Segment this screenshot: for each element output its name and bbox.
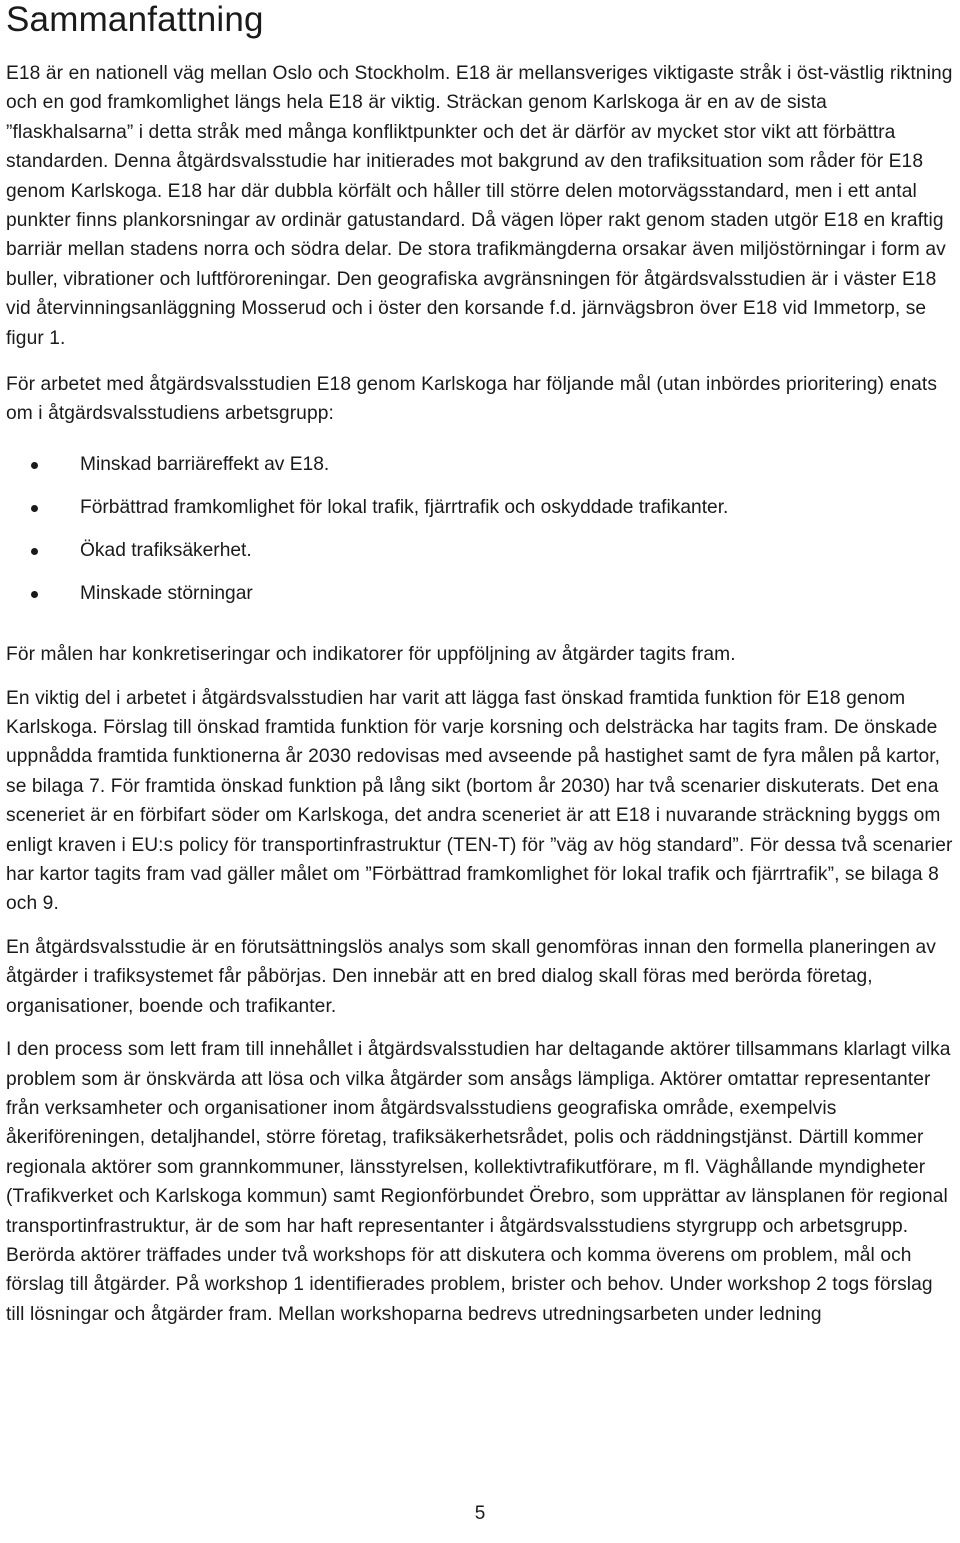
page-number: 5 [474, 1503, 486, 1524]
goal-text: Ökad trafiksäkerhet. [80, 539, 252, 561]
bullet-icon [31, 548, 38, 555]
goal-text: Förbättrad framkomlighet för lokal trafik, fjärrtrafik och oskyddade trafikanter. [80, 496, 729, 518]
bullet-icon [31, 505, 38, 512]
process-paragraph: I den process som lett fram till innehållet i åtgärdsvalsstudien har deltagande aktörer tillsammans klarlagt vilka problem som är önskvärda att lösa och vilka åtgärder som ansågs lämpliga. Aktörer omtattar representanter från verksamheter och organisationer inom åtgärdsvalsstudiens geografiska område, exempelvis åkeriföreningen, detaljhandel, större företag, trafiksäkerhetsrådet, polis och räddningstjänst. Därtill kommer regionala aktörer som grannkommuner, länsstyrelsen, kollektivtrafikutförare, m fl. Väghållande myndigheter (Trafikverket och Karlskoga kommun) samt Regionförbundet Örebro, som upprättar av länsplanen för regional transportinfrastruktur, är de som har haft representanter i åtgärdsvalsstudiens styrgrupp och arbetsgrupp. Berörda aktörer träffades under två workshops för att diskutera och komma överens om problem, mål och förslag till åtgärder. På workshop 1 identifierades problem, brister och behov. Under workshop 2 togs förslag till lösningar och åtgärder fram. Mellan workshoparna bedrevs utredningsarbeten under ledning [6, 1039, 951, 1325]
goal-text: Minskad barriäreffekt av E18. [80, 453, 330, 475]
goals-intro-paragraph: För arbetet med åtgärdsvalsstudien E18 genom Karlskoga har följande mål (utan inbördes prioritering) enats om i åtgärdsvalsstudiens arbetsgrupp: [6, 374, 938, 425]
list-item [6, 536, 954, 565]
list-item [6, 450, 954, 479]
indicators-paragraph: För målen har konkretiseringar och indikatorer för uppföljning av åtgärder tagits fram. [6, 644, 736, 666]
bullet-icon [31, 462, 38, 469]
list-item [6, 493, 954, 522]
function-paragraph: En viktig del i arbetet i åtgärdsvalsstudien har varit att lägga fast önskad framtida funktion för E18 genom Karlskoga. Förslag till önskad framtida funktion för varje korsning och delsträcka har tagits fram. De önskade uppnådda framtida funktionerna år 2030 redovisas med avseende på hastighet samt de fyra målen på kartor, se bilaga 7. För framtida önskad funktion på lång sikt (bortom år 2030) har två scenarier diskuterats. Det ena sceneriet är en förbifart söder om Karlskoga, det andra sceneriet är att E18 i nuvarande sträckning byggs om enligt kraven i EU:s policy för transportinfrastruktur (TEN-T) för ”väg av hög standard”. För dessa två scenarier har kartor tagits fram vad gäller målet om ”Förbättrad framkomlighet för lokal trafik och fjärrtrafik”, se bilaga 8 och 9. [6, 687, 953, 915]
intro-paragraph: E18 är en nationell väg mellan Oslo och Stockholm. E18 är mellansveriges viktigaste stråk i öst-västlig riktning och en god framkomlighet längs hela E18 är viktig. Sträckan genom Karlskoga är en av de sista ”flaskhalsarna” i detta stråk med många konfliktpunkter och det är därför av mycket stor vikt att förbättra standarden. Denna åtgärdsvalsstudie har initierades mot bakgrund av den trafiksituation som råder för E18 genom Karlskoga. E18 har där dubbla körfält och håller till större delen motorvägsstandard, men i ett antal punkter finns plankorsningar av ordinär gatustandard. Då vägen löper rakt genom staden utgör E18 en kraftig barriär mellan stadens norra och södra delar. De stora trafikmängderna orsakar även miljöstörningar i form av buller, vibrationer och luftföroreningar. Den geografiska avgränsningen för åtgärdsvalsstudien är i väster E18 vid återvinningsanläggning Mosserud och i öster den korsande f.d. järnvägsbron över E18 vid Immetorp, se figur 1. [6, 63, 953, 349]
bullet-icon [31, 591, 38, 598]
analysis-paragraph: En åtgärdsvalsstudie är en förutsättningslös analys som skall genomföras innan den formella planeringen av åtgärder i trafiksystemet får påbörjas. Den innebär att en bred dialog skall föras med berörda företag, organisationer, boende och trafikanter. [6, 936, 936, 1017]
goals-list [6, 450, 954, 608]
goal-text: Minskade störningar [80, 582, 253, 604]
document-page [6, 0, 954, 1329]
list-item [6, 579, 954, 608]
section-heading: Sammanfattning [6, 0, 264, 39]
